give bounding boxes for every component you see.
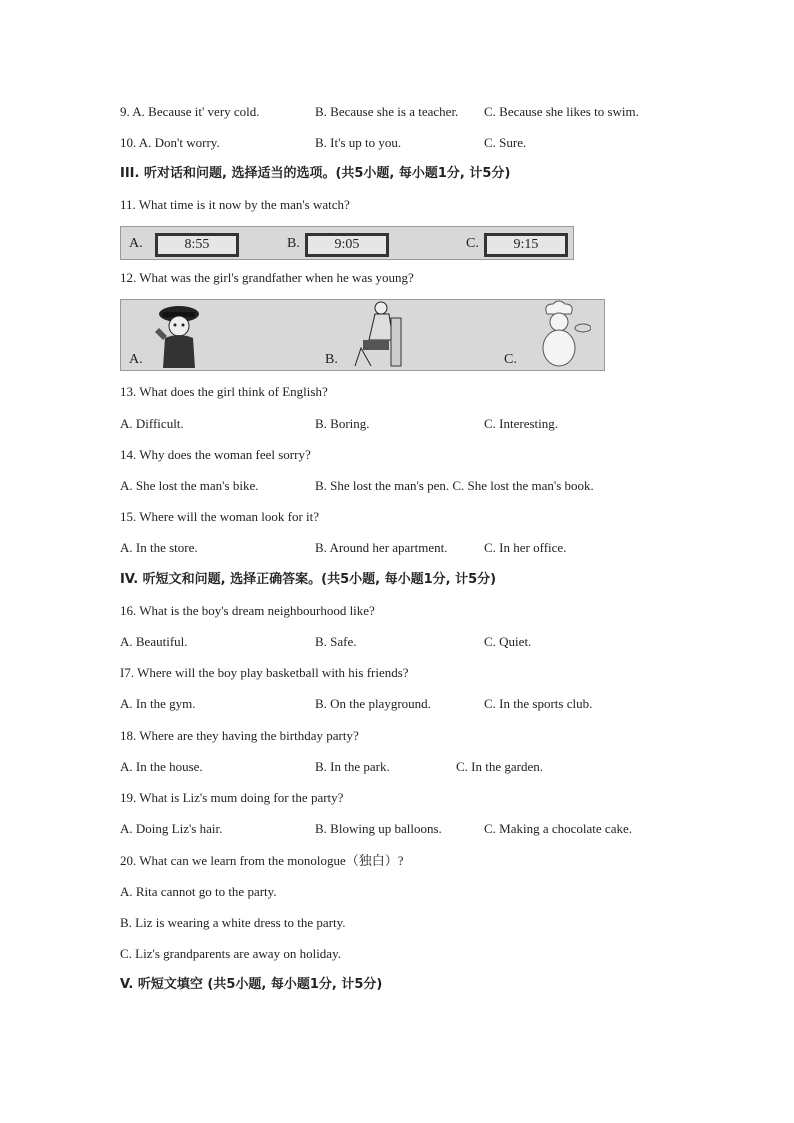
q15-option-a: A. In the store.: [120, 540, 198, 555]
q19-option-a: A. Doing Liz's hair.: [120, 821, 223, 836]
q9-option-c: C. Because she likes to swim.: [484, 104, 639, 119]
q12-picture-strip: [120, 299, 605, 371]
q16-question: 16. What is the boy's dream neighbourhood like?: [120, 603, 375, 618]
q11-question: 11. What time is it now by the man's watch?: [120, 197, 350, 212]
q19-option-b: B. Blowing up balloons.: [315, 821, 442, 836]
q14-option-a: A. She lost the man's bike.: [120, 478, 259, 493]
q13-option-b: B. Boring.: [315, 416, 370, 431]
section-5-heading: V. 听短文填空 (共5小题, 每小题1分, 计5分): [120, 977, 383, 992]
q11-letter-b: B.: [287, 236, 300, 251]
tailor-icon: [351, 300, 411, 368]
q13-option-a: A. Difficult.: [120, 416, 184, 431]
q18-option-c: C. In the garden.: [456, 759, 544, 774]
q10-option-b: B. It's up to you.: [315, 135, 402, 150]
q10-option-c: C. Sure.: [484, 135, 527, 150]
q12-letter-b: B.: [325, 352, 338, 367]
q18-option-a: A. In the house.: [120, 759, 203, 774]
q20-option-b: B. Liz is wearing a white dress to the party.: [120, 915, 346, 930]
q17-option-c: C. In the sports club.: [484, 696, 593, 711]
chef-icon: [529, 300, 591, 368]
q14-question: 14. Why does the woman feel sorry?: [120, 447, 311, 462]
q15-question: 15. Where will the woman look for it?: [120, 509, 320, 524]
q17-question: I7. Where will the boy play basketball with his friends?: [120, 665, 409, 680]
q16-option-b: B. Safe.: [315, 634, 357, 649]
section-4-heading: IV. 听短文和问题, 选择正确答案。(共5小题, 每小题1分, 计5分): [120, 572, 497, 587]
q17-option-a: A. In the gym.: [120, 696, 196, 711]
q15-option-b: B. Around her apartment.: [315, 540, 448, 555]
q17-option-b: B. On the playground.: [315, 696, 431, 711]
q11-time-b: 9:05: [305, 233, 389, 257]
q12-question: 12. What was the girl's grandfather when he was young?: [120, 270, 414, 285]
q9-option-a: 9. A. Because it' very cold.: [120, 104, 260, 119]
q16-option-a: A. Beautiful.: [120, 634, 188, 649]
q18-option-b: B. In the park.: [315, 759, 390, 774]
q13-question: 13. What does the girl think of English?: [120, 384, 328, 399]
q11-letter-a: A.: [129, 236, 143, 251]
q11-time-a: 8:55: [155, 233, 239, 257]
q11-time-c: 9:15: [484, 233, 568, 257]
q19-option-c: C. Making a chocolate cake.: [484, 821, 632, 836]
q16-option-c: C. Quiet.: [484, 634, 532, 649]
q10-option-a: 10. A. Don't worry.: [120, 135, 220, 150]
q14-option-b-c: B. She lost the man's pen. C. She lost the man's book.: [315, 478, 594, 493]
q20-option-c: C. Liz's grandparents are away on holiday.: [120, 946, 341, 961]
q20-option-a: A. Rita cannot go to the party.: [120, 884, 277, 899]
q19-question: 19. What is Liz's mum doing for the party?: [120, 790, 344, 805]
section-3-heading: III. 听对话和问题, 选择适当的选项。(共5小题, 每小题1分, 计5分): [120, 166, 511, 181]
q13-option-c: C. Interesting.: [484, 416, 559, 431]
policeman-icon: [149, 302, 209, 368]
q15-option-c: C. In her office.: [484, 540, 567, 555]
q18-question: 18. Where are they having the birthday party?: [120, 728, 359, 743]
q11-watch-image: [120, 226, 574, 260]
q20-question: 20. What can we learn from the monologue（独白）?: [120, 853, 404, 868]
q12-letter-c: C.: [504, 352, 517, 367]
q11-letter-c: C.: [466, 236, 479, 251]
q12-letter-a: A.: [129, 352, 143, 367]
q9-option-b: B. Because she is a teacher.: [315, 104, 459, 119]
